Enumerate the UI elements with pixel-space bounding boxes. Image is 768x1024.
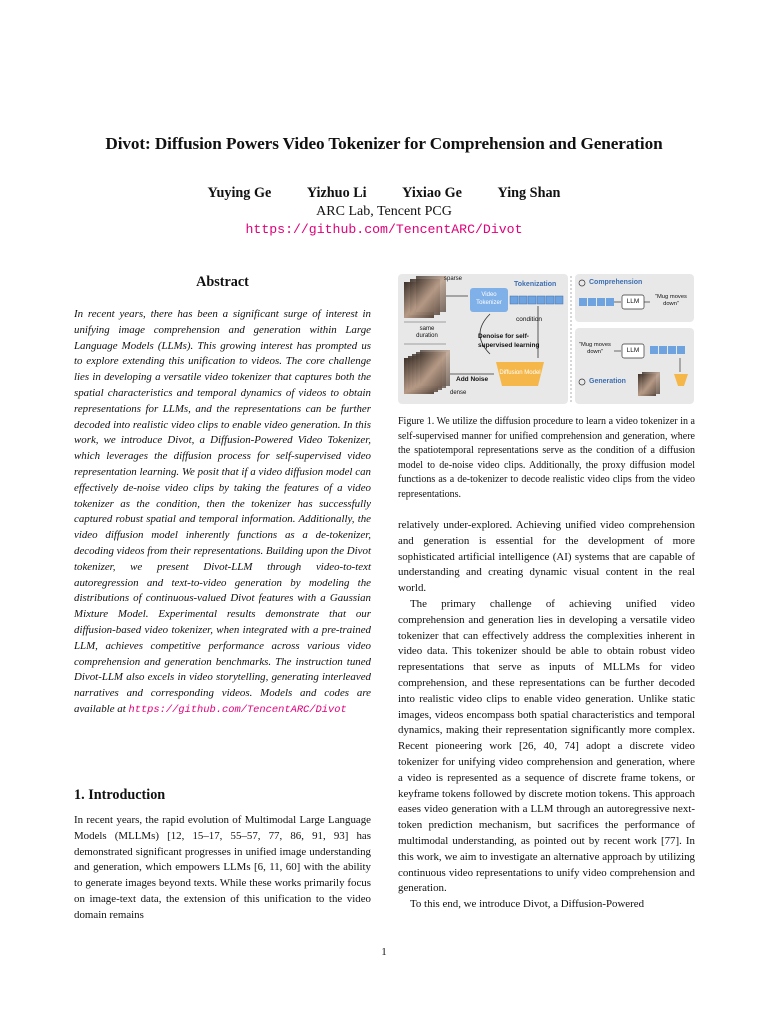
figure-caption: Figure 1. We utilize the diffusion procedure to learn a video tokenizer in a self-supervised manner for unified comprehension and generation, where the spatiotemporal representations serve as the condition of a diffusion model to de-noise video clips. Additionally, the proxy diffusion model functions as a de-tokenizer to decode realistic video clips from the video representations. bbox=[398, 416, 695, 500]
abstract-body bbox=[74, 307, 371, 719]
paragraph: relatively under-explored. Achieving unified video comprehension and generation is essential for the development of more sophisticated artificial intelligence (AI) systems that are capable of understanding and creating dynamic visual content in the real world. bbox=[398, 519, 695, 595]
paragraph: To this end, we introduce Divot, a Diffusion-Powered bbox=[410, 898, 645, 911]
intro-paragraph: In recent years, the rapid evolution of Multimodal Large Language Models (MLLMs) [12, 15–17, 55–57, 77, 86, 91, 93] has demonstrated significant progresses in unified image understanding and generation, which empowers LLMs [6, 11, 60] with the ability to generate images beyond texts. While these works primarily focus on image-text data, the extension of this unification to the video domain remains bbox=[74, 814, 371, 921]
abstract-repo-link[interactable]: https://github.com/TencentARC/Divot bbox=[128, 703, 347, 716]
repo-link[interactable]: https://github.com/TencentARC/Divot bbox=[245, 222, 523, 237]
fig-label-tokenization: Tokenization bbox=[514, 281, 557, 288]
dense-video-frames bbox=[404, 350, 450, 394]
author-list bbox=[0, 185, 768, 202]
fig-label-denoise: Denoise for self-supervised learning bbox=[478, 333, 540, 349]
author-3: Yixiao Ge bbox=[402, 185, 462, 201]
abstract-heading: Abstract bbox=[196, 274, 249, 290]
fig-label-same-duration: same duration bbox=[416, 326, 438, 339]
affiliation: ARC Lab, Tencent PCG bbox=[316, 204, 452, 219]
fig-label-mug-quote-1: “Mug moves down” bbox=[655, 294, 687, 307]
generation-panel bbox=[575, 328, 694, 404]
fig-label-add-noise: Add Noise bbox=[456, 376, 489, 383]
fig-label-llm-1: LLM bbox=[626, 298, 640, 305]
author-2: Yizhuo Li bbox=[306, 185, 367, 201]
fig-label-generation: Generation bbox=[589, 378, 626, 385]
fig-label-comprehension: Comprehension bbox=[589, 279, 643, 286]
abstract-text: In recent years, there has been a significant surge of interest in unifying image comprehension and generation within Large Language Models (LLMs). This growing interest has prompted us to explore extending this unification to videos. The core challenge lies in developing a versatile video tokenizer that captures both the spatial characteristics and temporal dynamics of videos to obtain representations for LLMs, and the representations can be further decoded into realistic video clips to enable video generation. In this work, we introduce Divot, a Diffusion-Powered Video Tokenizer, which leverages the diffusion process for self-supervised video representation learning. We posit that if a video diffusion model can effectively de-noise video clips by taking the features of a video tokenizer as the condition, then the tokenizer has successfully captured robust spatial and temporal information. Additionally, the video diffusion model inherently functions as a de-tokenizer, decoding videos from their representations. Building upon the Divot tokenizer, we present Divot-LLM through video-to-text autoregression and text-to-video generation by modeling the distributions of continuous-valued Divot features with a Gaussian Mixture Model. Experimental results demonstrate that our diffusion-based video tokenizer, when integrated with a pre-trained LLM, achieves competitive performance across various video comprehension and generation benchmarks. The instruction tuned Divot-LLM also excels in video storytelling, generating interleaved narratives and corresponding videos. Models and codes are available at bbox=[74, 308, 371, 715]
fig-label-llm-2: LLM bbox=[626, 347, 640, 354]
fig-label-diffusion-model: Diffusion Model bbox=[499, 370, 541, 376]
fig-label-sparse: sparse bbox=[444, 276, 463, 282]
author-1: Yuying Ge bbox=[207, 185, 272, 201]
fig-label-video-tokenizer: Video Tokenizer bbox=[476, 292, 502, 306]
fig-label-mug-quote-2: “Mug moves down” bbox=[579, 342, 611, 355]
fig-label-condition: condition bbox=[516, 316, 543, 323]
right-column-text bbox=[398, 518, 695, 913]
paragraph: The primary challenge of achieving unified video comprehension and generation lies in developing a versatile video tokenizer that can effectively address the complexities inherent in video data. This tokenizer should be able to obtain robust video representations that serve as inputs of MLLMs for video comprehension, and these representations can be further decoded into realistic video clips to enable video generation. Unlike static images, videos encompass both spatial characteristics and temporal dynamics, making their representation significantly more complex. Recent pioneering work [26, 40, 74] adopt a discrete video tokenizer for unifying video comprehension and generation, where a video is represented as a sequence of discrete frame tokens, or keyframe tokens followed by discrete motion tokens. This approach eases video generation with a LLM through an autoregressive next-token prediction mechanism, but sacrifices the performance of multimodal understanding, as pointed out by recent work [77]. In this work, we aim to investigate an alternative approach by utilizing continuous video representations to unify video comprehension and generation. bbox=[398, 597, 695, 895]
fig-label-dense: dense bbox=[450, 390, 467, 396]
generated-video-frames bbox=[638, 372, 660, 396]
section-heading-introduction: 1. Introduction bbox=[74, 787, 166, 803]
page-number: 1 bbox=[381, 946, 387, 958]
author-4: Ying Shan bbox=[497, 185, 561, 201]
figure-1 bbox=[398, 274, 694, 404]
sparse-video-frames bbox=[404, 276, 446, 318]
paper-title: Divot: Diffusion Powers Video Tokenizer for Comprehension and Generation bbox=[105, 134, 663, 153]
